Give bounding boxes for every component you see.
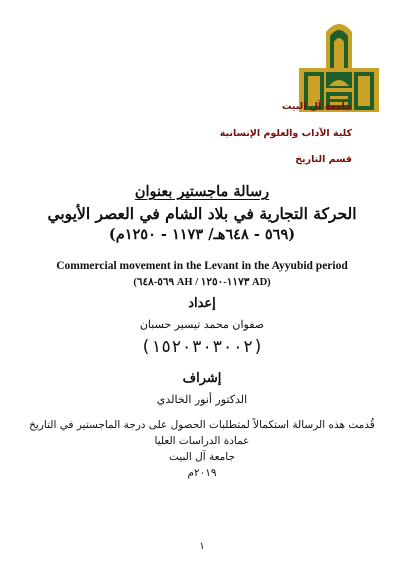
university-logo [296, 18, 382, 114]
university-name: جامعة آل البيت [281, 101, 352, 112]
department-name: قسم التاريخ [295, 154, 352, 165]
thesis-title-arabic: الحركة التجارية في بلاد الشام في العصر الأيوبي [47, 204, 357, 223]
graduate-deanship: عمادة الدراسات العليا [154, 435, 250, 447]
thesis-dates-arabic: (٥٦٩ - ٦٤٨هـ/ ١١٧٣ - ١٢٥٠م) [108, 226, 296, 243]
page-number: ١ [199, 541, 205, 552]
faculty-name: كلية الآداب والعلوم الإنسانية [219, 128, 352, 139]
thesis-dates-english: (٥٦٩-٦٤٨ AH / ١١٧٣-١٢٥٠ AD) [133, 277, 271, 288]
author-label: إعداد [188, 296, 216, 311]
author-name: صفوان محمد تيسير حسبان [139, 318, 265, 331]
student-id: (١٥٢٠٣٠٣٠٠٢) [140, 337, 264, 357]
submission-year: ٢٠١٩م [187, 467, 217, 479]
supervisor-label: إشراف [182, 371, 222, 386]
supervisor-name: الدكتور أنور الخالدي [156, 393, 248, 406]
university-footer: جامعة آل البيت [169, 451, 235, 463]
submission-statement: قُدمت هذه الرسالة استكمالاً لمتطلبات الحصول على درجة الماجستير في التاريخ [29, 419, 375, 431]
thesis-title-english: Commercial movement in the Levant in the Ayyubid period [56, 260, 348, 272]
thesis-subject-heading: رسالة ماجستير بعنوان [134, 183, 270, 200]
